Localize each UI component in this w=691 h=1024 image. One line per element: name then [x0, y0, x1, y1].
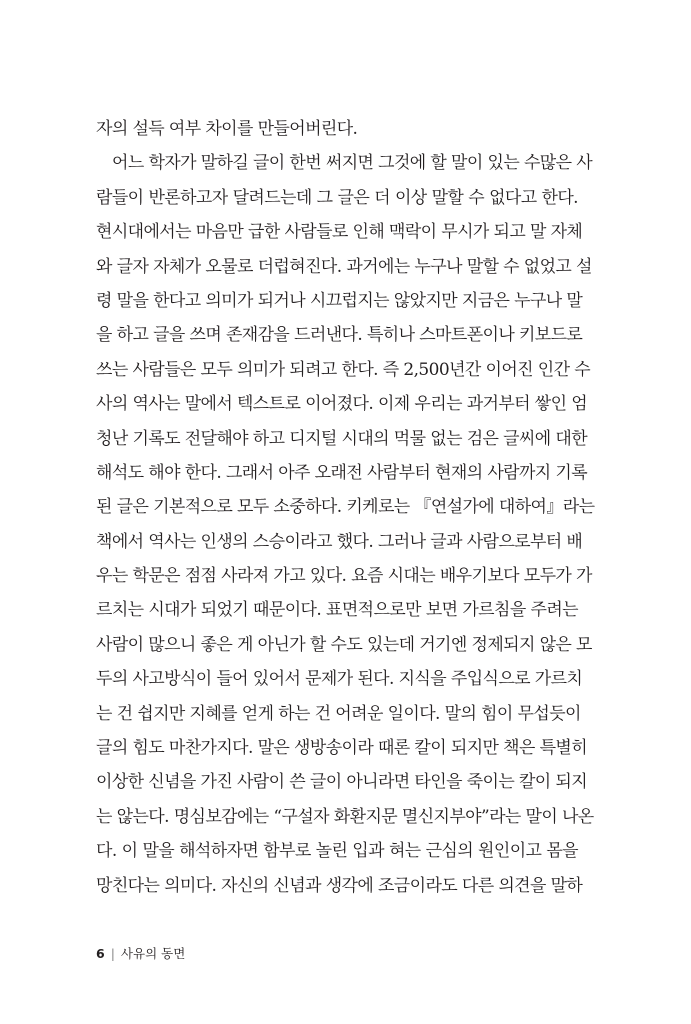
text-line-14: 우는 학문은 점점 사라져 가고 있다. 요즘 시대는 배우기보다 모두가 가 [96, 566, 592, 587]
text-line-3: 람들이 반론하고자 달려드는데 그 글은 더 이상 말할 수 없다고 한다. [96, 187, 578, 208]
body-text [96, 112, 595, 903]
footer-separator: | [110, 946, 115, 961]
text-line-15: 르치는 시대가 되었기 때문이다. 표면적으로만 보면 가르침을 주려는 [96, 600, 578, 621]
text-line-18: 는 건 쉽지만 지혜를 얻게 하는 건 어려운 일이다. 말의 힘이 무섭듯이 [96, 703, 581, 724]
text-line-11: 해석도 해야 한다. 그래서 아주 오래전 사람부터 현재의 사람까지 기록 [96, 462, 588, 483]
text-line-6: 령 말을 한다고 의미가 되거나 시끄럽지는 않았지만 지금은 누구나 말 [96, 290, 583, 311]
text-line-2: 어느 학자가 말하길 글이 한번 써지면 그것에 할 말이 있는 수많은 사 [112, 153, 593, 174]
text-line-17: 두의 사고방식이 들어 있어서 문제가 된다. 지식을 주입식으로 가르치 [96, 669, 583, 690]
text-line-19: 글의 힘도 마찬가지다. 말은 생방송이라 때론 칼이 되지만 책은 특별히 [96, 738, 588, 759]
text-line-16: 사람이 많으니 좋은 게 아닌가 할 수도 있는데 거기엔 정제되지 않은 모 [96, 634, 592, 655]
text-line-20: 이상한 신념을 가진 사람이 쓴 글이 아니라면 타인을 죽이는 칼이 되지 [96, 772, 588, 793]
page-number: 6 [96, 946, 105, 961]
text-line-1: 자의 설득 여부 차이를 만들어버린다. [96, 119, 358, 139]
text-line-9: 사의 역사는 말에서 텍스트로 이어졌다. 이제 우리는 과거부터 쌓인 엄 [96, 394, 588, 415]
running-title: 사유의 동면 [120, 946, 186, 961]
text-line-21: 는 않는다. 명심보감에는 “구설자 화환지문 멸신지부야”라는 말이 나온 [96, 806, 594, 827]
text-line-12: 된 글은 기본적으로 모두 소중하다. 키케로는 『연설가에 대하여』라는 [96, 497, 595, 518]
text-line-10: 청난 기록도 전달해야 하고 디지털 시대의 먹물 없는 검은 글씨에 대한 [96, 428, 588, 449]
page-footer [96, 944, 185, 962]
text-line-13: 책에서 역사는 인생의 스승이라고 했다. 그러나 글과 사람으로부터 배 [96, 531, 583, 552]
text-line-7: 을 하고 글을 쓰며 존재감을 드러낸다. 특히나 스마트폰이나 키보드로 [96, 325, 583, 346]
text-line-23: 망친다는 의미다. 자신의 신념과 생각에 조금이라도 다른 의견을 말하 [96, 875, 583, 896]
text-line-8: 쓰는 사람들은 모두 의미가 되려고 한다. 즉 2,500년간 이어진 인간 수 [96, 359, 591, 380]
text-line-22: 다. 이 말을 해석하자면 함부로 놀린 입과 혀는 근심의 원인이고 몸을 [96, 841, 578, 862]
text-line-5: 와 글자 자체가 오물로 더럽혀진다. 과거에는 누구나 말할 수 없었고 설 [96, 256, 592, 277]
text-line-4: 현시대에서는 마음만 급한 사람들로 인해 맥락이 무시가 되고 말 자체 [96, 222, 583, 243]
